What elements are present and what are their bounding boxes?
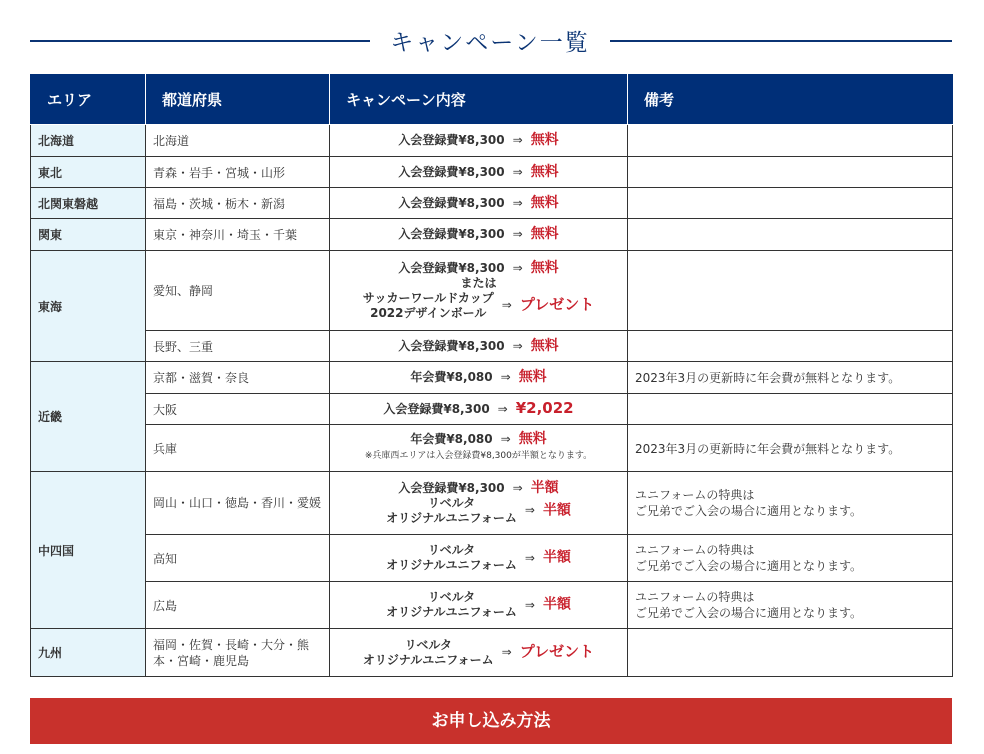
table-row bbox=[31, 188, 953, 219]
campaign-cell: 入会登録費¥8,300 ⇒ 無料 bbox=[330, 188, 628, 219]
pref-cell: 青森・岩手・宮城・山形 bbox=[146, 157, 330, 188]
table-row bbox=[31, 535, 953, 582]
note-cell bbox=[628, 394, 953, 425]
pref-cell: 福島・茨城・栃木・新潟 bbox=[146, 188, 330, 219]
note-cell: ユニフォームの特典は ご兄弟でご入会の場合に適用となります。 bbox=[628, 535, 953, 582]
campaign-cell: 年会費¥8,080 ⇒ 無料 ※兵庫西エリアは入会登録費¥8,300が半額となります。 bbox=[330, 425, 628, 472]
area-cell: 東北 bbox=[31, 157, 146, 188]
campaign-cell: 入会登録費¥8,300 ⇒ 無料 bbox=[330, 219, 628, 251]
heading-title: キャンペーン一覧 bbox=[390, 30, 590, 56]
area-cell: 関東 bbox=[31, 219, 146, 251]
note-cell bbox=[628, 188, 953, 219]
note-cell bbox=[628, 157, 953, 188]
hyogo-note: ※兵庫西エリアは入会登録費¥8,300が半額となります。 bbox=[364, 451, 593, 461]
table-row bbox=[31, 331, 953, 362]
note-cell: ユニフォームの特典は ご兄弟でご入会の場合に適用となります。 bbox=[628, 582, 953, 629]
pref-cell: 福岡・佐賀・長崎・大分・熊本・宮崎・鹿児島 bbox=[146, 629, 330, 677]
pref-cell: 北海道 bbox=[146, 125, 330, 157]
campaign-cell: 入会登録費¥8,300 ⇒ 無料 bbox=[330, 125, 628, 157]
campaign-cell: リベルタ オリジナルユニフォーム⇒ プレゼント bbox=[330, 629, 628, 677]
table-row bbox=[31, 425, 953, 472]
table-row bbox=[31, 362, 953, 394]
campaign-cell: 入会登録費¥8,300 ⇒ 無料 bbox=[330, 331, 628, 362]
apply-method-button[interactable]: お申し込み方法 bbox=[30, 698, 952, 744]
campaign-cell: リベルタ オリジナルユニフォーム⇒ 半額 bbox=[330, 582, 628, 629]
area-cell: 中四国 bbox=[31, 472, 146, 629]
pref-cell: 東京・神奈川・埼玉・千葉 bbox=[146, 219, 330, 251]
table-row bbox=[31, 219, 953, 251]
area-cell: 九州 bbox=[31, 629, 146, 677]
heading-rule-left bbox=[30, 40, 370, 42]
campaign-cell: 入会登録費¥8,300 ⇒ 無料 または サッカーワールドカップ 2022デザインボール⇒ プレゼント bbox=[330, 251, 628, 331]
area-cell: 北関東磐越 bbox=[31, 188, 146, 219]
note-cell bbox=[628, 251, 953, 331]
note-cell: 2023年3月の更新時に年会費が無料となります。 bbox=[628, 425, 953, 472]
area-cell: 北海道 bbox=[31, 125, 146, 157]
table-row bbox=[31, 629, 953, 677]
table-row bbox=[31, 582, 953, 629]
campaign-cell: 入会登録費¥8,300 ⇒ 無料 bbox=[330, 157, 628, 188]
pref-cell: 岡山・山口・徳島・香川・愛媛 bbox=[146, 472, 330, 535]
note-cell bbox=[628, 125, 953, 157]
table-row bbox=[31, 394, 953, 425]
area-cell: 東海 bbox=[31, 251, 146, 362]
table-row bbox=[31, 125, 953, 157]
section-heading bbox=[30, 22, 952, 60]
note-cell bbox=[628, 629, 953, 677]
pref-cell: 愛知、静岡 bbox=[146, 251, 330, 331]
pref-cell: 兵庫 bbox=[146, 425, 330, 472]
heading-rule-right bbox=[610, 40, 952, 42]
pref-cell: 大阪 bbox=[146, 394, 330, 425]
campaign-cell: 入会登録費¥8,300 ⇒ 半額 リベルタ オリジナルユニフォーム⇒ 半額 bbox=[330, 472, 628, 535]
pref-cell: 京都・滋賀・奈良 bbox=[146, 362, 330, 394]
table-header-row bbox=[31, 74, 953, 125]
header-notes: 備考 bbox=[628, 74, 953, 125]
header-area: エリア bbox=[31, 74, 146, 125]
pref-cell: 長野、三重 bbox=[146, 331, 330, 362]
campaign-cell: リベルタ オリジナルユニフォーム⇒ 半額 bbox=[330, 535, 628, 582]
campaign-cell: 年会費¥8,080 ⇒ 無料 bbox=[330, 362, 628, 394]
header-pref: 都道府県 bbox=[146, 74, 330, 125]
campaign-cell: 入会登録費¥8,300 ⇒ ¥2,022 bbox=[330, 394, 628, 425]
note-cell: ユニフォームの特典は ご兄弟でご入会の場合に適用となります。 bbox=[628, 472, 953, 535]
table-row bbox=[31, 251, 953, 331]
table-row bbox=[31, 472, 953, 535]
table-row bbox=[31, 157, 953, 188]
pref-cell: 高知 bbox=[146, 535, 330, 582]
area-cell: 近畿 bbox=[31, 362, 146, 472]
campaign-table bbox=[30, 74, 953, 677]
note-cell bbox=[628, 331, 953, 362]
pref-cell: 広島 bbox=[146, 582, 330, 629]
header-campaign: キャンペーン内容 bbox=[330, 74, 628, 125]
note-cell: 2023年3月の更新時に年会費が無料となります。 bbox=[628, 362, 953, 394]
note-cell bbox=[628, 219, 953, 251]
